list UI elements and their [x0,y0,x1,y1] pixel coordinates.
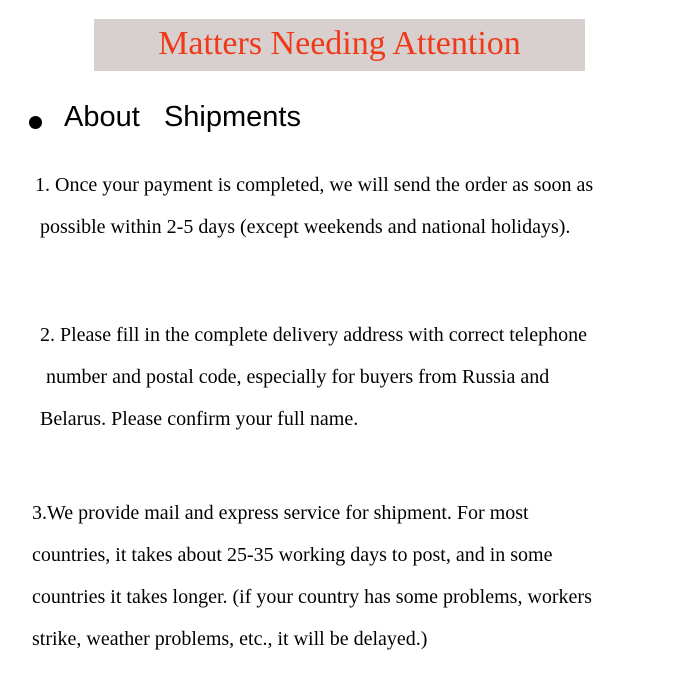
paragraph-line: Belarus. Please confirm your full name. [40,408,359,430]
paragraph-line: 1. Once your payment is completed, we will send the order as soon as [35,174,594,196]
bullet-icon [29,116,42,129]
section-heading: About Shipments [64,101,301,133]
paragraph-line: possible within 2-5 days (except weekends and national holidays). [40,216,571,238]
paragraph-line: countries it takes longer. (if your country has some problems, workers [32,586,592,608]
paragraph-line: countries, it takes about 25-35 working days to post, and in some [32,544,553,566]
paragraph-line: number and postal code, especially for buyers from Russia and [46,366,550,388]
page-title: Matters Needing Attention [158,25,521,62]
title-banner [94,19,585,71]
paragraph-line: strike, weather problems, etc., it will be delayed.) [32,628,428,650]
paragraph-line: 2. Please fill in the complete delivery address with correct telephone [40,324,588,346]
paragraph-line: 3.We provide mail and express service for shipment. For most [32,502,529,524]
